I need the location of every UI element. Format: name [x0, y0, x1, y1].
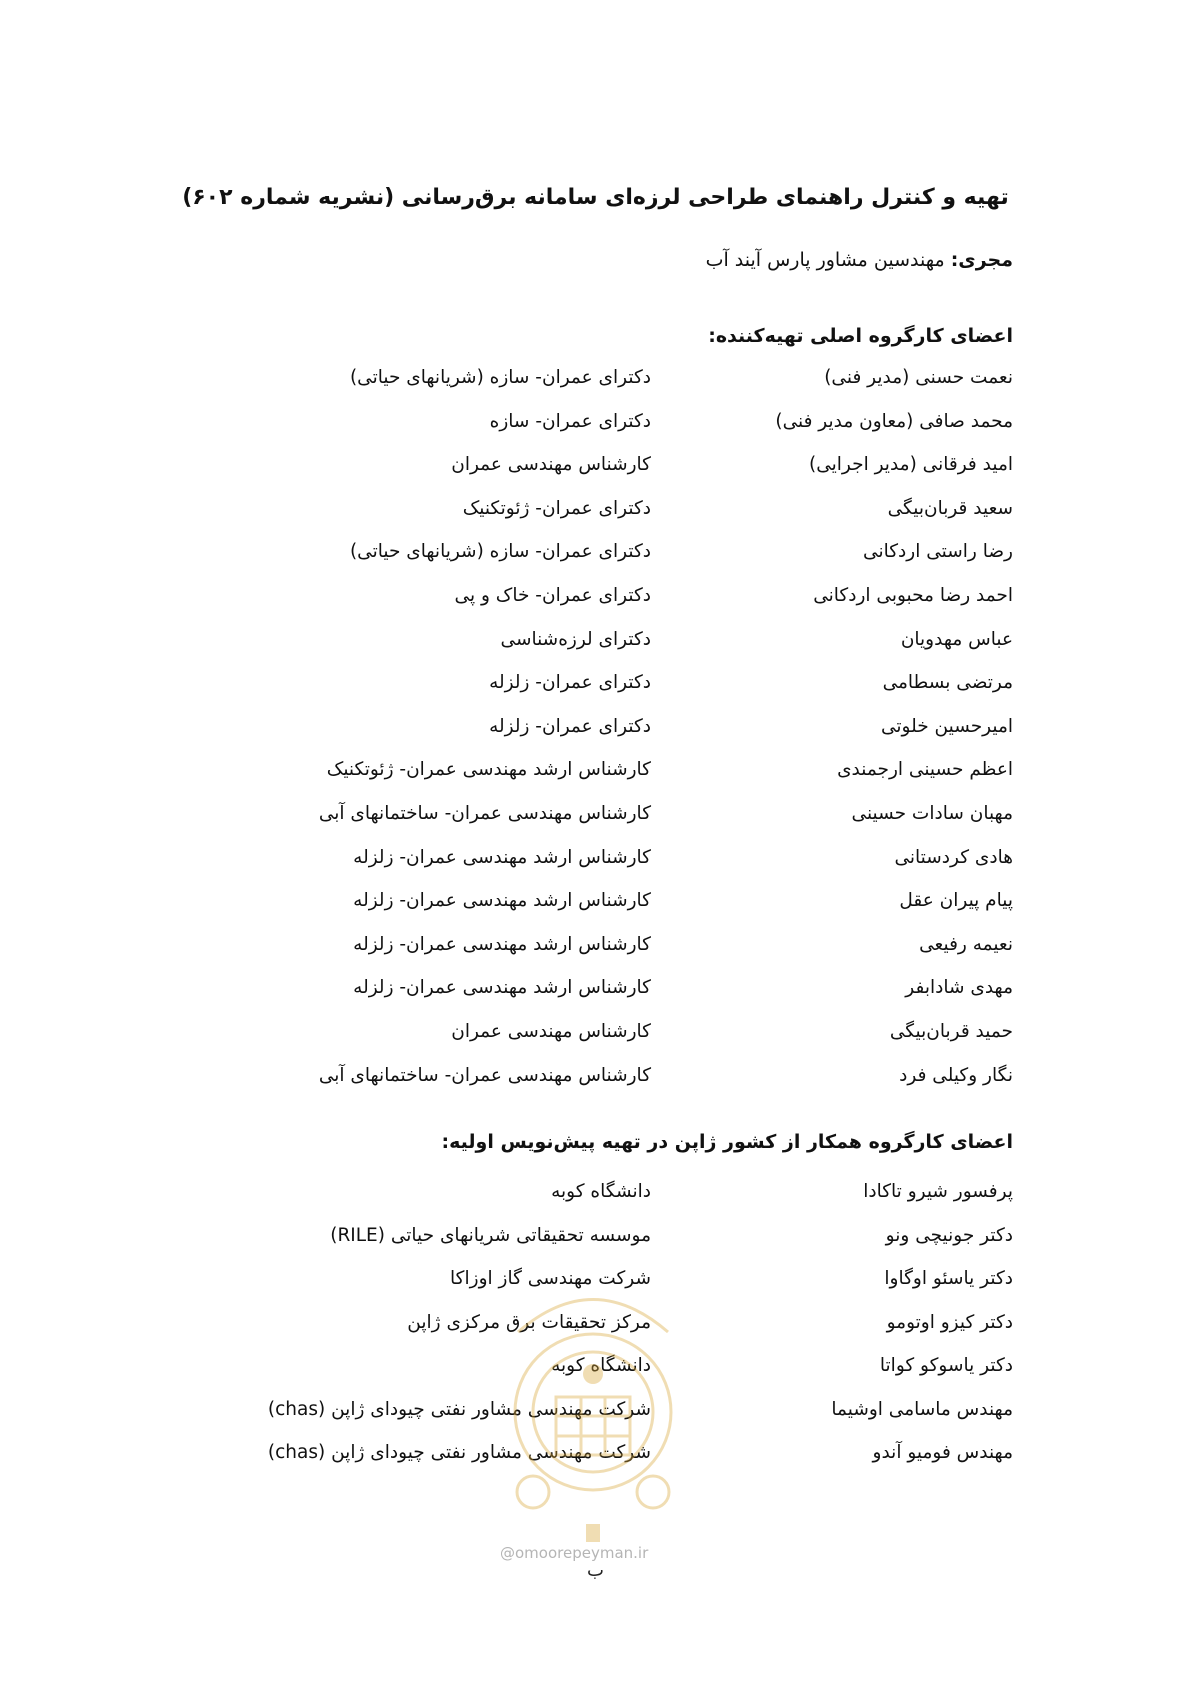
member-row [253, 1439, 1013, 1483]
member-role: دکترای عمران- زلزله [489, 672, 651, 694]
member-row [253, 669, 1013, 713]
member-name: پرفسور شیرو تاکادا [863, 1181, 1013, 1202]
member-row [253, 713, 1013, 757]
member-role: کارشناس ارشد مهندسی عمران- زلزله [353, 890, 651, 912]
member-row [253, 364, 1013, 408]
executor-label: مجری: [950, 249, 1013, 271]
executor-value: مهندسین مشاور پارس آیند آب [705, 249, 945, 271]
executor-line [706, 246, 1013, 274]
member-name: دکتر یاسوکو کواتا [879, 1355, 1013, 1376]
member-row [253, 844, 1013, 888]
member-row [253, 1178, 1013, 1222]
member-row [253, 495, 1013, 539]
member-role: کارشناس مهندسی عمران [451, 1020, 651, 1042]
member-row [253, 931, 1013, 975]
member-row [253, 974, 1013, 1018]
member-row [253, 1265, 1013, 1309]
member-name: اعظم حسینی ارجمندی [837, 759, 1013, 781]
member-row [253, 1309, 1013, 1353]
member-row [253, 582, 1013, 626]
member-name: حمید قربان‌بیگی [889, 1020, 1013, 1042]
member-role: کارشناس ارشد مهندسی عمران- ژئوتکنیک [326, 759, 651, 781]
member-name: مرتضی بسطامی [882, 672, 1013, 694]
member-row [253, 1018, 1013, 1062]
member-name: نعیمه رفیعی [919, 933, 1013, 955]
main-group-list [253, 364, 1013, 1105]
page-number: ب [587, 1560, 604, 1581]
japan-group-heading: اعضای کارگروه همکار از کشور ژاپن در تهیه پیش‌نویس اولیه: [441, 1131, 1013, 1153]
watermark-site: @omoorepeyman.ir [500, 1544, 649, 1562]
member-role: دکترای لرزه‌شناسی [500, 628, 651, 650]
member-affiliation: دانشگاه کوبه [551, 1181, 651, 1202]
member-role: کارشناس ارشد مهندسی عمران- زلزله [353, 933, 651, 955]
member-affiliation: دانشگاه کوبه [551, 1355, 651, 1376]
member-name: امید فرقانی (مدیر اجرایی) [809, 454, 1013, 476]
member-role: دکترای عمران- سازه (شریانهای حیاتی) [349, 541, 651, 563]
member-name: نگار وکیلی فرد [899, 1064, 1013, 1086]
member-affiliation: مرکز تحقیقات برق مرکزی ژاپن [407, 1311, 651, 1333]
member-row [253, 451, 1013, 495]
member-name: نعمت حسنی (مدیر فنی) [824, 367, 1013, 388]
member-row [253, 800, 1013, 844]
japan-group-list [253, 1178, 1013, 1483]
member-affiliation: موسسه تحقیقاتی شریانهای حیاتی (RILE) [330, 1224, 651, 1246]
member-row [253, 1396, 1013, 1440]
member-role: کارشناس ارشد مهندسی عمران- زلزله [353, 977, 651, 999]
member-row [253, 1352, 1013, 1396]
member-role: کارشناس مهندسی عمران- ساختمانهای آبی [318, 802, 651, 824]
main-group-heading: اعضای کارگروه اصلی تهیه‌کننده: [708, 325, 1013, 347]
member-name: رضا راستی اردکانی [863, 541, 1013, 563]
member-name: محمد صافی (معاون مدیر فنی) [775, 410, 1013, 432]
member-name: مهندس ماسامی اوشیما [831, 1398, 1013, 1420]
member-name: هادی کردستانی [894, 846, 1013, 868]
member-role: کارشناس مهندسی عمران [451, 454, 651, 476]
member-role: دکترای عمران- زلزله [489, 715, 651, 737]
member-name: امیرحسین خلوتی [880, 715, 1013, 737]
member-role: کارشناس مهندسی عمران- ساختمانهای آبی [318, 1064, 651, 1086]
member-row [253, 408, 1013, 452]
member-row [253, 1222, 1013, 1266]
member-row [253, 887, 1013, 931]
member-name: مهدی شادابفر [905, 977, 1013, 999]
member-role: دکترای عمران- سازه [489, 410, 651, 432]
member-name: مهندس فومیو آندو [872, 1442, 1013, 1463]
member-name: عباس مهدویان [900, 628, 1013, 650]
member-name: احمد رضا محبوبی اردکانی [813, 584, 1013, 606]
member-affiliation: شرکت مهندسی گاز اوزاکا [450, 1268, 651, 1289]
member-role: دکترای عمران- سازه (شریانهای حیاتی) [349, 367, 651, 388]
member-name: مهبان سادات حسینی [851, 802, 1013, 824]
member-role: کارشناس ارشد مهندسی عمران- زلزله [353, 846, 651, 868]
member-affiliation: شرکت مهندسی مشاور نفتی چیودای ژاپن (chas) [267, 1398, 651, 1420]
member-name: سعید قربان‌بیگی [887, 497, 1013, 519]
member-affiliation: شرکت مهندسی مشاور نفتی چیودای ژاپن (chas) [267, 1442, 651, 1463]
member-row [253, 538, 1013, 582]
document-title: تهیه و کنترل راهنمای طراحی لرزه‌ای سامانه برق‌رسانی (نشریه شماره ۶۰۲) [182, 185, 1009, 210]
member-name: دکتر جونیچی ونو [885, 1224, 1013, 1246]
member-name: دکتر یاسئو اوگاوا [884, 1268, 1013, 1289]
member-row [253, 626, 1013, 670]
member-role: دکترای عمران- ژئوتکنیک [462, 497, 651, 519]
member-row [253, 1062, 1013, 1106]
member-name: پیام پیران عقل [899, 890, 1013, 912]
member-name: دکتر کیزو اوتومو [886, 1311, 1013, 1333]
member-row [253, 756, 1013, 800]
member-role: دکترای عمران- خاک و پی [454, 584, 651, 606]
